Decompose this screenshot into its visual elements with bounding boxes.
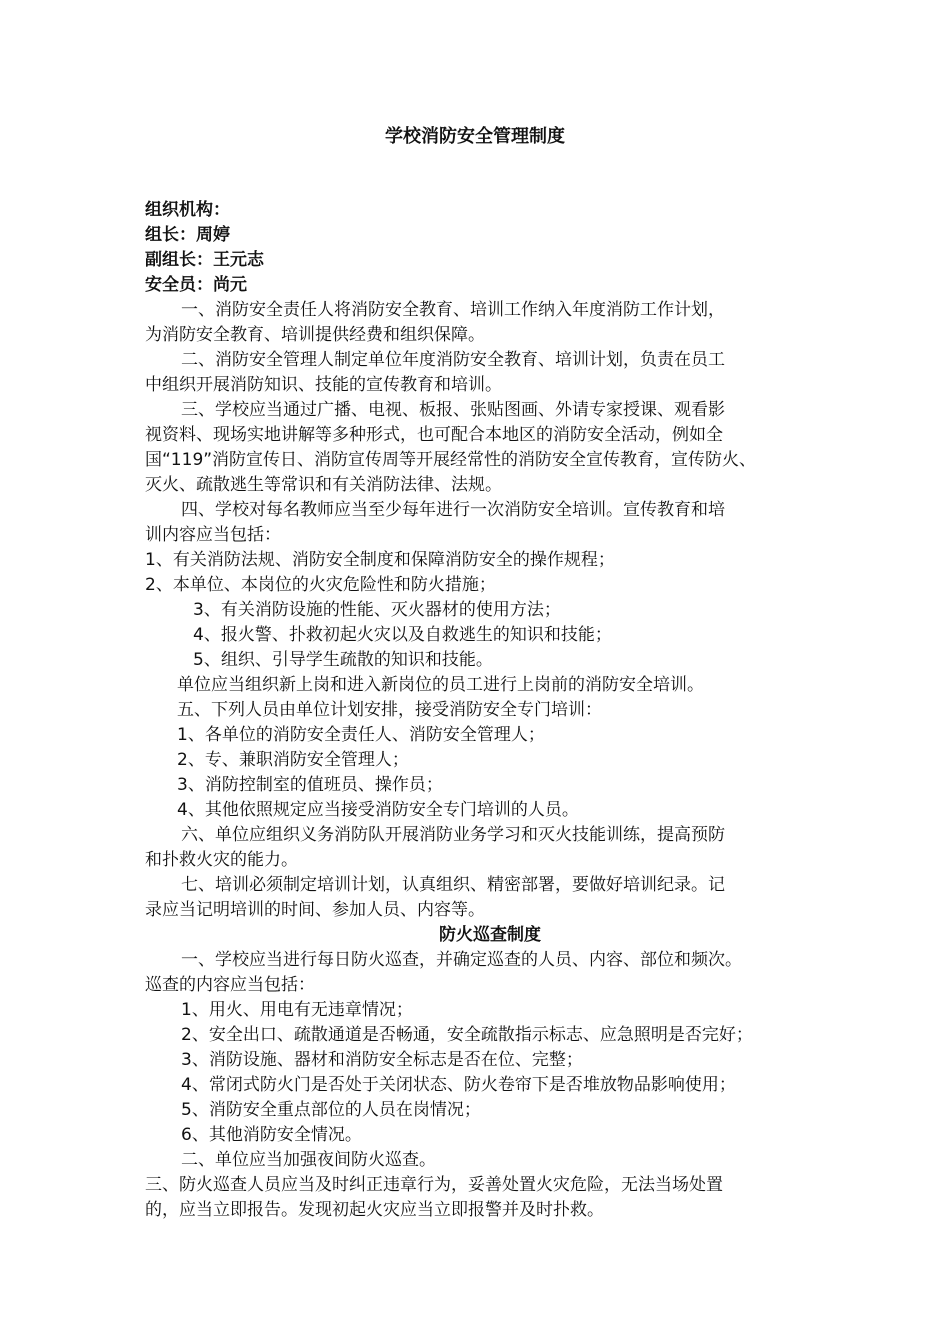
- document-body: [145, 198, 835, 1223]
- paragraph-line: 为消防安全教育、培训提供经费和组织保障。: [145, 325, 485, 345]
- org-vice-leader: 副组长：王元志: [145, 250, 264, 270]
- paragraph-line: 录应当记明培训的时间、参加人员、内容等。: [145, 900, 485, 920]
- paragraph-line: 的，应当立即报告。发现初起火灾应当立即报警并及时扑救。: [145, 1200, 604, 1220]
- paragraph-line: 和扑救火灾的能力。: [145, 850, 298, 870]
- paragraph-line: 训内容应当包括：: [145, 525, 281, 545]
- paragraph-line: 二、消防安全管理人制定单位年度消防安全教育、培训计划，负责在员工: [181, 350, 725, 370]
- list-item: 2、专、兼职消防安全管理人；: [177, 750, 409, 770]
- list-item: 1、用火、用电有无违章情况；: [181, 1000, 413, 1020]
- paragraph-line: 国“119”消防宣传日、消防宣传周等开展经常性的消防安全宣传教育，宣传防火、: [145, 450, 757, 470]
- paragraph-line: 五、下列人员由单位计划安排，接受消防安全专门培训：: [177, 700, 602, 720]
- paragraph-line: 一、消防安全责任人将消防安全教育、培训工作纳入年度消防工作计划，: [181, 300, 725, 320]
- org-heading: 组织机构：: [145, 200, 230, 220]
- list-item: 4、常闭式防火门是否处于关闭状态、防火卷帘下是否堆放物品影响使用；: [181, 1075, 736, 1095]
- paragraph-line: 二、单位应当加强夜间防火巡查。: [181, 1150, 436, 1170]
- org-leader: 组长：周婷: [145, 225, 230, 245]
- org-safety-officer: 安全员：尚元: [145, 275, 247, 295]
- paragraph-line: 三、学校应当通过广播、电视、板报、张贴图画、外请专家授课、观看影: [181, 400, 725, 420]
- paragraph-line: 四、学校对每名教师应当至少每年进行一次消防安全培训。宣传教育和培: [181, 500, 725, 520]
- list-item: 2、本单位、本岗位的火灾危险性和防火措施；: [145, 575, 496, 595]
- list-item: 6、其他消防安全情况。: [181, 1125, 362, 1145]
- paragraph-line: 一、学校应当进行每日防火巡查，并确定巡查的人员、内容、部位和频次。: [181, 950, 742, 970]
- list-item: 3、消防控制室的值班员、操作员；: [177, 775, 443, 795]
- list-item: 1、各单位的消防安全责任人、消防安全管理人；: [177, 725, 545, 745]
- paragraph-line: 七、培训必须制定培训计划，认真组织、精密部署，要做好培训纪录。记: [181, 875, 725, 895]
- list-item: 4、报火警、扑救初起火灾以及自救逃生的知识和技能；: [193, 625, 612, 645]
- list-item: 4、其他依照规定应当接受消防安全专门培训的人员。: [177, 800, 579, 820]
- section-subtitle: 防火巡查制度: [439, 925, 541, 945]
- list-item: 5、消防安全重点部位的人员在岗情况；: [181, 1100, 481, 1120]
- paragraph-line: 六、单位应组织义务消防队开展消防业务学习和灭火技能训练，提高预防: [181, 825, 725, 845]
- list-item: 1、有关消防法规、消防安全制度和保障消防安全的操作规程；: [145, 550, 615, 570]
- paragraph-line: 巡查的内容应当包括：: [145, 975, 315, 995]
- list-item: 3、有关消防设施的性能、灭火器材的使用方法；: [193, 600, 561, 620]
- list-item: 5、组织、引导学生疏散的知识和技能。: [193, 650, 493, 670]
- list-item: 3、消防设施、器材和消防安全标志是否在位、完整；: [181, 1050, 583, 1070]
- paragraph-line: 三、防火巡查人员应当及时纠正违章行为，妥善处置火灾危险，无法当场处置: [145, 1175, 723, 1195]
- document-title: 学校消防安全管理制度: [385, 126, 565, 147]
- paragraph-line: 单位应当组织新上岗和进入新岗位的员工进行上岗前的消防安全培训。: [177, 675, 704, 695]
- paragraph-line: 视资料、现场实地讲解等多种形式，也可配合本地区的消防安全活动，例如全: [145, 425, 723, 445]
- paragraph-line: 中组织开展消防知识、技能的宣传教育和培训。: [145, 375, 502, 395]
- list-item: 2、安全出口、疏散通道是否畅通，安全疏散指示标志、应急照明是否完好；: [181, 1025, 753, 1045]
- paragraph-line: 灭火、疏散逃生等常识和有关消防法律、法规。: [145, 475, 502, 495]
